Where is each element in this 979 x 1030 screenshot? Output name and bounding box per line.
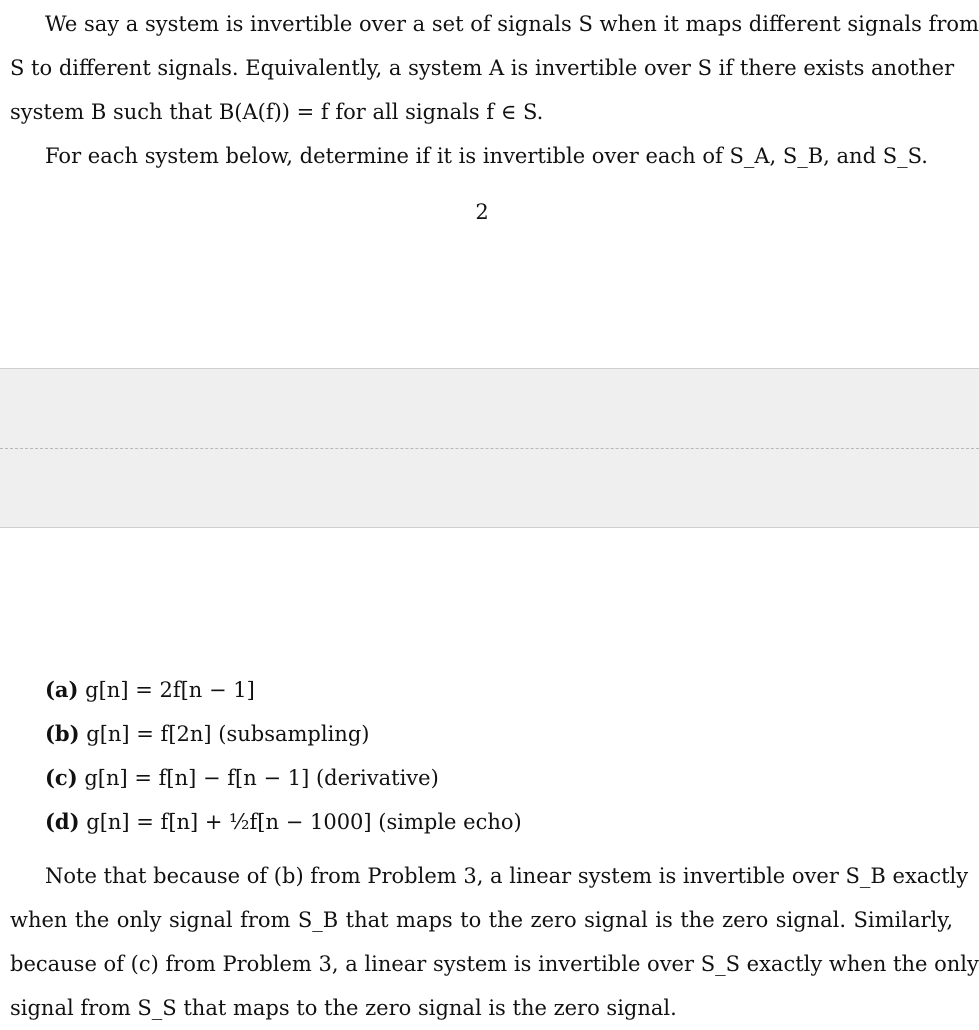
- intro-paragraph: [10, 2, 979, 178]
- note-paragraph: [10, 854, 979, 1030]
- note-line-3: because of (c) from Problem 3, a linear system is invertible over S_S exactly when the only: [10, 952, 979, 976]
- part-formula: g[n] = f[n] − f[n − 1] (derivative): [84, 766, 439, 790]
- part-formula: g[n] = 2f[n − 1]: [85, 678, 255, 702]
- part-c: [45, 756, 522, 800]
- note-line-2: when the only signal from S_B that maps to the zero signal is the zero signal. Similarly,: [10, 908, 953, 932]
- note-line-1: Note that because of (b) from Problem 3, a linear system is invertible over S_B exactly: [45, 864, 969, 888]
- part-a: [45, 668, 522, 712]
- intro-line-2: S to different signals. Equivalently, a system A is invertible over S if there exists another: [10, 56, 955, 80]
- intro-line-3: system B such that B(A(f)) = f for all signals f ∈ S.: [10, 100, 544, 124]
- part-formula: g[n] = f[n] + ½f[n − 1000] (simple echo): [86, 810, 522, 834]
- part-d: [45, 800, 522, 844]
- part-label: (d): [45, 809, 80, 834]
- part-formula: g[n] = f[2n] (subsampling): [86, 722, 370, 746]
- page-number: 2: [475, 200, 489, 224]
- page-break-band: [0, 368, 979, 528]
- intro-line-1: We say a system is invertible over a set of signals S when it maps different signals from: [45, 12, 979, 36]
- page-break-dashed-line: [0, 448, 979, 449]
- part-b: [45, 712, 522, 756]
- parts-list: [45, 668, 522, 844]
- part-label: (b): [45, 721, 80, 746]
- part-label: (c): [45, 765, 78, 790]
- part-label: (a): [45, 677, 79, 702]
- note-line-4: signal from S_S that maps to the zero signal is the zero signal.: [10, 996, 677, 1020]
- intro-line-4: For each system below, determine if it is invertible over each of S_A, S_B, and S_S.: [45, 144, 928, 168]
